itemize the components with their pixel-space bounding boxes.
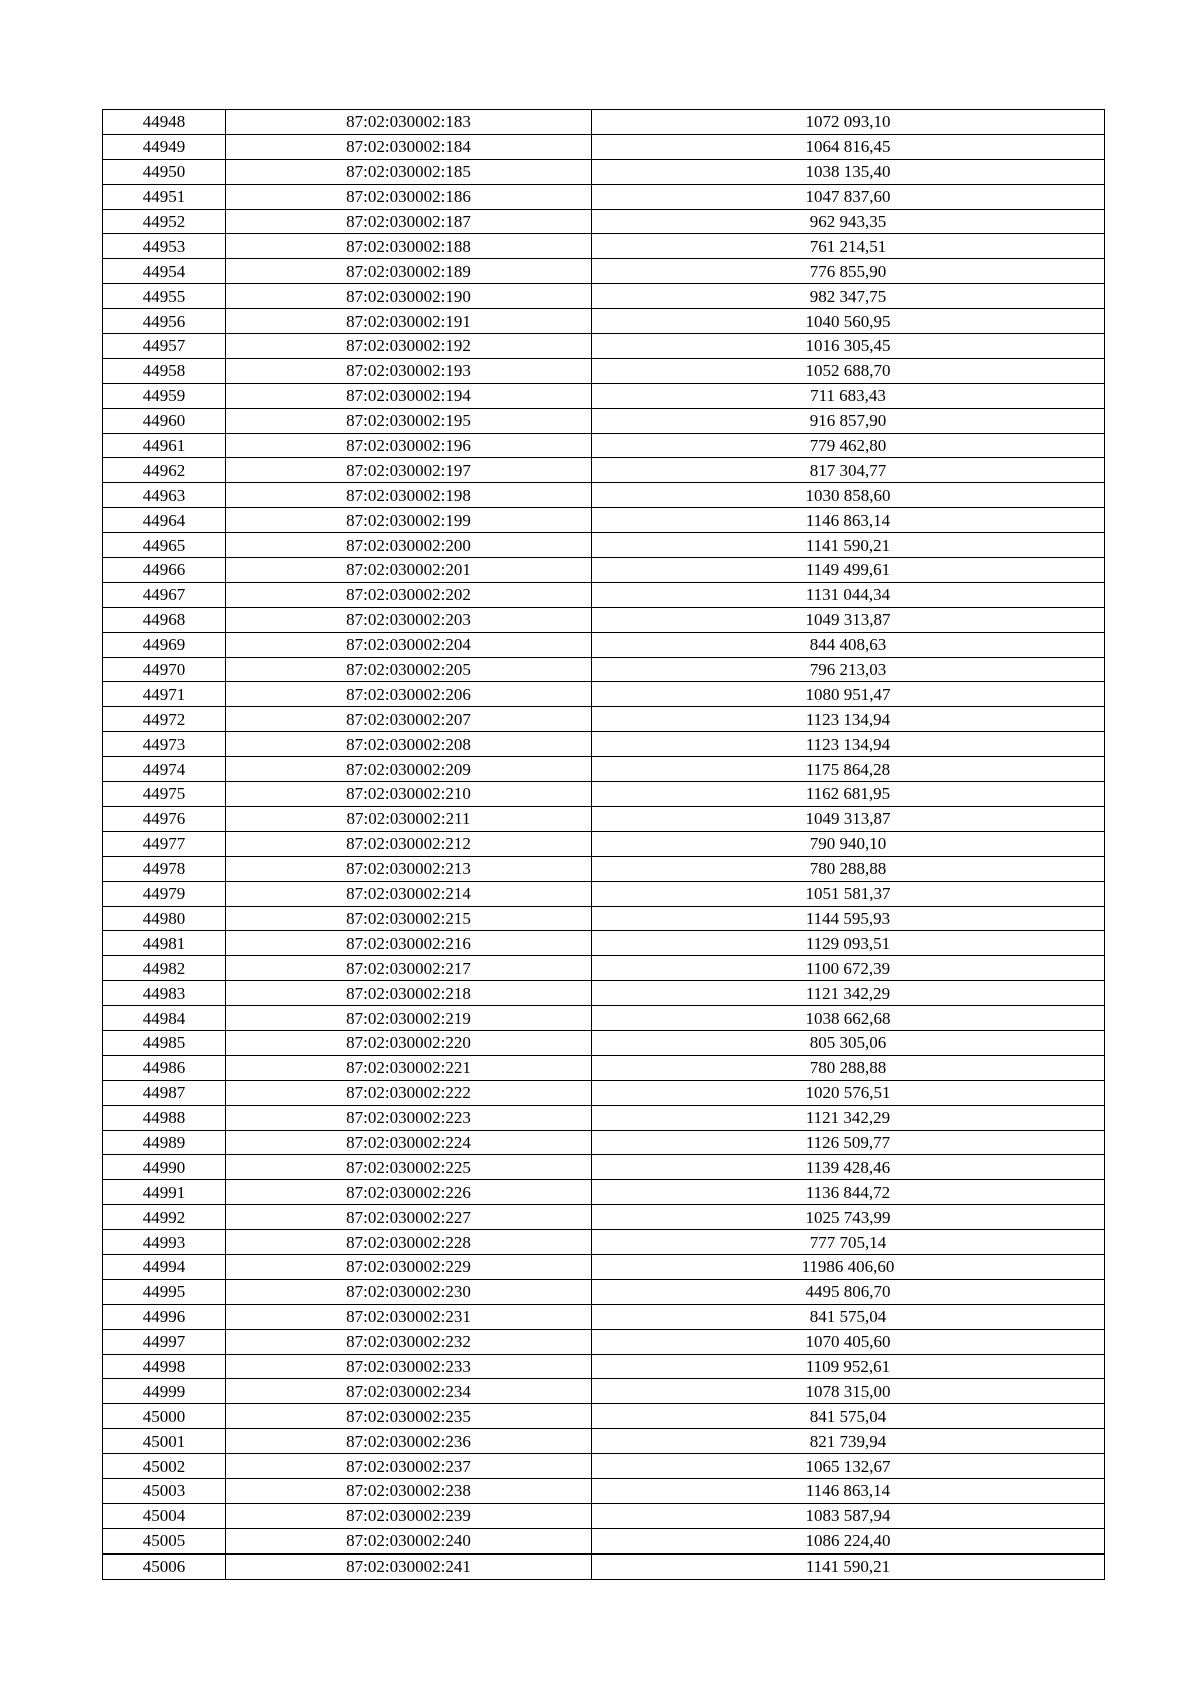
cadastral-value-cell: 761 214,51 [592,234,1105,259]
table-row [103,682,1105,707]
cadastral-value-cell: 1049 313,87 [592,806,1105,831]
cadastral-number-cell: 87:02:030002:188 [226,234,592,259]
table-row [103,383,1105,408]
cadastral-value-cell: 1146 863,14 [592,1478,1105,1503]
row-number-cell: 44965 [103,533,226,558]
table-row [103,483,1105,508]
row-number-cell: 44967 [103,582,226,607]
table-row [103,1429,1105,1454]
cadastral-number-cell: 87:02:030002:196 [226,433,592,458]
row-number-cell: 44952 [103,209,226,234]
row-number-cell: 44999 [103,1379,226,1404]
table-row [103,782,1105,807]
row-number-cell: 44949 [103,134,226,159]
table-row [103,1130,1105,1155]
cadastral-number-cell: 87:02:030002:241 [226,1554,592,1579]
cadastral-number-cell: 87:02:030002:207 [226,707,592,732]
table-row [103,433,1105,458]
table-row [103,1080,1105,1105]
cadastral-value-cell: 1016 305,45 [592,334,1105,359]
table-row [103,607,1105,632]
table-row [103,1105,1105,1130]
cadastral-number-cell: 87:02:030002:232 [226,1329,592,1354]
cadastral-number-cell: 87:02:030002:183 [226,110,592,135]
table-row [103,856,1105,881]
cadastral-number-cell: 87:02:030002:227 [226,1205,592,1230]
cadastral-value-cell: 1070 405,60 [592,1329,1105,1354]
row-number-cell: 44996 [103,1304,226,1329]
cadastral-value-cell: 1040 560,95 [592,309,1105,334]
cadastral-value-cell: 1175 864,28 [592,757,1105,782]
row-number-cell: 44984 [103,1006,226,1031]
cadastral-number-cell: 87:02:030002:218 [226,981,592,1006]
cadastral-value-cell: 1146 863,14 [592,508,1105,533]
cadastral-value-cell: 1139 428,46 [592,1155,1105,1180]
row-number-cell: 45003 [103,1478,226,1503]
cadastral-value-cell: 1162 681,95 [592,782,1105,807]
table-row [103,259,1105,284]
cadastral-number-cell: 87:02:030002:221 [226,1055,592,1080]
row-number-cell: 44969 [103,632,226,657]
cadastral-value-cell: 1038 662,68 [592,1006,1105,1031]
table-row [103,1454,1105,1479]
table-row [103,657,1105,682]
cadastral-value-cell: 1038 135,40 [592,159,1105,184]
cadastral-value-cell: 1020 576,51 [592,1080,1105,1105]
cadastral-value-cell: 777 705,14 [592,1230,1105,1255]
cadastral-number-cell: 87:02:030002:191 [226,309,592,334]
row-number-cell: 44977 [103,831,226,856]
row-number-cell: 44956 [103,309,226,334]
cadastral-number-cell: 87:02:030002:235 [226,1404,592,1429]
table-row [103,956,1105,981]
row-number-cell: 44954 [103,259,226,284]
row-number-cell: 44962 [103,458,226,483]
cadastral-value-cell: 1121 342,29 [592,1105,1105,1130]
cadastral-value-cell: 1123 134,94 [592,732,1105,757]
cadastral-value-cell: 1136 844,72 [592,1180,1105,1205]
cadastral-number-cell: 87:02:030002:224 [226,1130,592,1155]
cadastral-value-table [102,109,1105,1580]
cadastral-number-cell: 87:02:030002:204 [226,632,592,657]
cadastral-value-cell: 779 462,80 [592,433,1105,458]
row-number-cell: 44978 [103,856,226,881]
row-number-cell: 45001 [103,1429,226,1454]
cadastral-value-cell: 817 304,77 [592,458,1105,483]
table-row [103,582,1105,607]
cadastral-value-cell: 780 288,88 [592,856,1105,881]
row-number-cell: 44974 [103,757,226,782]
cadastral-number-cell: 87:02:030002:219 [226,1006,592,1031]
row-number-cell: 44979 [103,881,226,906]
table-row [103,1329,1105,1354]
table-row [103,732,1105,757]
row-number-cell: 44951 [103,184,226,209]
cadastral-value-cell: 1083 587,94 [592,1503,1105,1528]
cadastral-value-cell: 1025 743,99 [592,1205,1105,1230]
table-row [103,1404,1105,1429]
cadastral-number-cell: 87:02:030002:237 [226,1454,592,1479]
row-number-cell: 45000 [103,1404,226,1429]
cadastral-value-cell: 821 739,94 [592,1429,1105,1454]
row-number-cell: 44972 [103,707,226,732]
row-number-cell: 44958 [103,358,226,383]
cadastral-value-cell: 1080 951,47 [592,682,1105,707]
cadastral-value-cell: 1121 342,29 [592,981,1105,1006]
cadastral-number-cell: 87:02:030002:233 [226,1354,592,1379]
cadastral-number-cell: 87:02:030002:220 [226,1030,592,1055]
table-row [103,1478,1105,1503]
row-number-cell: 44983 [103,981,226,1006]
cadastral-value-cell: 1149 499,61 [592,558,1105,583]
table-row [103,1230,1105,1255]
row-number-cell: 44980 [103,906,226,931]
cadastral-number-cell: 87:02:030002:215 [226,906,592,931]
table-row [103,533,1105,558]
row-number-cell: 44989 [103,1130,226,1155]
cadastral-number-cell: 87:02:030002:199 [226,508,592,533]
row-number-cell: 44998 [103,1354,226,1379]
table-row [103,234,1105,259]
table-row [103,1006,1105,1031]
cadastral-value-cell: 1052 688,70 [592,358,1105,383]
table-row [103,184,1105,209]
row-number-cell: 44950 [103,159,226,184]
row-number-cell: 44997 [103,1329,226,1354]
row-number-cell: 44973 [103,732,226,757]
table-row [103,209,1105,234]
row-number-cell: 44988 [103,1105,226,1130]
row-number-cell: 44955 [103,284,226,309]
row-number-cell: 44992 [103,1205,226,1230]
table-row [103,134,1105,159]
cadastral-number-cell: 87:02:030002:211 [226,806,592,831]
table-row [103,334,1105,359]
cadastral-value-cell: 776 855,90 [592,259,1105,284]
cadastral-value-cell: 1065 132,67 [592,1454,1105,1479]
table-row [103,309,1105,334]
cadastral-number-cell: 87:02:030002:230 [226,1279,592,1304]
table-row [103,707,1105,732]
table-row [103,981,1105,1006]
table-row [103,1354,1105,1379]
table-row [103,159,1105,184]
cadastral-number-cell: 87:02:030002:240 [226,1528,592,1553]
table-row [103,358,1105,383]
row-number-cell: 45006 [103,1554,226,1579]
table-row [103,458,1105,483]
table-row [103,1304,1105,1329]
cadastral-number-cell: 87:02:030002:193 [226,358,592,383]
cadastral-value-cell: 11986 406,60 [592,1254,1105,1279]
table-row [103,1030,1105,1055]
table-row [103,1503,1105,1528]
cadastral-number-cell: 87:02:030002:185 [226,159,592,184]
cadastral-number-cell: 87:02:030002:214 [226,881,592,906]
cadastral-value-cell: 1141 590,21 [592,1554,1105,1579]
table-row [103,806,1105,831]
cadastral-value-cell: 1047 837,60 [592,184,1105,209]
cadastral-value-cell: 841 575,04 [592,1404,1105,1429]
row-number-cell: 44961 [103,433,226,458]
table-row [103,881,1105,906]
cadastral-number-cell: 87:02:030002:223 [226,1105,592,1130]
table-row [103,1155,1105,1180]
cadastral-number-cell: 87:02:030002:239 [226,1503,592,1528]
row-number-cell: 44959 [103,383,226,408]
cadastral-value-cell: 844 408,63 [592,632,1105,657]
cadastral-number-cell: 87:02:030002:186 [226,184,592,209]
cadastral-number-cell: 87:02:030002:209 [226,757,592,782]
cadastral-number-cell: 87:02:030002:229 [226,1254,592,1279]
cadastral-value-cell: 1100 672,39 [592,956,1105,981]
cadastral-value-cell: 1109 952,61 [592,1354,1105,1379]
cadastral-value-cell: 916 857,90 [592,408,1105,433]
cadastral-number-cell: 87:02:030002:202 [226,582,592,607]
cadastral-value-cell: 1126 509,77 [592,1130,1105,1155]
row-number-cell: 44986 [103,1055,226,1080]
cadastral-number-cell: 87:02:030002:189 [226,259,592,284]
cadastral-number-cell: 87:02:030002:194 [226,383,592,408]
row-number-cell: 44993 [103,1230,226,1255]
cadastral-number-cell: 87:02:030002:184 [226,134,592,159]
table-row [103,632,1105,657]
cadastral-value-cell: 1123 134,94 [592,707,1105,732]
row-number-cell: 45005 [103,1528,226,1553]
row-number-cell: 44966 [103,558,226,583]
cadastral-value-cell: 4495 806,70 [592,1279,1105,1304]
cadastral-value-cell: 962 943,35 [592,209,1105,234]
cadastral-value-cell: 796 213,03 [592,657,1105,682]
row-number-cell: 44964 [103,508,226,533]
cadastral-number-cell: 87:02:030002:226 [226,1180,592,1205]
cadastral-number-cell: 87:02:030002:217 [226,956,592,981]
cadastral-number-cell: 87:02:030002:238 [226,1478,592,1503]
row-number-cell: 44970 [103,657,226,682]
row-number-cell: 44948 [103,110,226,135]
cadastral-value-cell: 711 683,43 [592,383,1105,408]
table-row [103,1379,1105,1404]
row-number-cell: 44981 [103,931,226,956]
cadastral-value-cell: 805 305,06 [592,1030,1105,1055]
cadastral-value-cell: 1030 858,60 [592,483,1105,508]
cadastral-number-cell: 87:02:030002:203 [226,607,592,632]
table-row [103,558,1105,583]
cadastral-value-cell: 780 288,88 [592,1055,1105,1080]
table-row [103,1254,1105,1279]
table-row [103,931,1105,956]
cadastral-number-cell: 87:02:030002:195 [226,408,592,433]
cadastral-number-cell: 87:02:030002:210 [226,782,592,807]
cadastral-number-cell: 87:02:030002:208 [226,732,592,757]
row-number-cell: 44975 [103,782,226,807]
cadastral-number-cell: 87:02:030002:205 [226,657,592,682]
table-row [103,1554,1105,1579]
cadastral-value-cell: 790 940,10 [592,831,1105,856]
cadastral-value-cell: 1129 093,51 [592,931,1105,956]
row-number-cell: 44953 [103,234,226,259]
cadastral-number-cell: 87:02:030002:187 [226,209,592,234]
cadastral-number-cell: 87:02:030002:234 [226,1379,592,1404]
cadastral-value-cell: 1131 044,34 [592,582,1105,607]
cadastral-number-cell: 87:02:030002:206 [226,682,592,707]
row-number-cell: 45004 [103,1503,226,1528]
table-row [103,1055,1105,1080]
cadastral-number-cell: 87:02:030002:216 [226,931,592,956]
cadastral-number-cell: 87:02:030002:198 [226,483,592,508]
cadastral-value-cell: 1072 093,10 [592,110,1105,135]
cadastral-value-cell: 1144 595,93 [592,906,1105,931]
cadastral-value-cell: 1049 313,87 [592,607,1105,632]
table-row [103,757,1105,782]
cadastral-number-cell: 87:02:030002:190 [226,284,592,309]
table-row [103,1279,1105,1304]
table-row [103,110,1105,135]
cadastral-number-cell: 87:02:030002:201 [226,558,592,583]
row-number-cell: 44987 [103,1080,226,1105]
cadastral-number-cell: 87:02:030002:236 [226,1429,592,1454]
cadastral-number-cell: 87:02:030002:231 [226,1304,592,1329]
table-body [103,110,1105,1580]
cadastral-number-cell: 87:02:030002:222 [226,1080,592,1105]
row-number-cell: 44982 [103,956,226,981]
cadastral-value-cell: 1141 590,21 [592,533,1105,558]
cadastral-value-cell: 1078 315,00 [592,1379,1105,1404]
cadastral-number-cell: 87:02:030002:212 [226,831,592,856]
table-row [103,831,1105,856]
cadastral-number-cell: 87:02:030002:228 [226,1230,592,1255]
row-number-cell: 44976 [103,806,226,831]
cadastral-number-cell: 87:02:030002:213 [226,856,592,881]
table-row [103,408,1105,433]
cadastral-value-cell: 1051 581,37 [592,881,1105,906]
row-number-cell: 44971 [103,682,226,707]
table-row [103,1180,1105,1205]
row-number-cell: 44995 [103,1279,226,1304]
cadastral-number-cell: 87:02:030002:192 [226,334,592,359]
cadastral-value-cell: 1086 224,40 [592,1528,1105,1553]
row-number-cell: 45002 [103,1454,226,1479]
row-number-cell: 44985 [103,1030,226,1055]
row-number-cell: 44963 [103,483,226,508]
row-number-cell: 44990 [103,1155,226,1180]
table-row [103,1205,1105,1230]
cadastral-value-cell: 1064 816,45 [592,134,1105,159]
row-number-cell: 44968 [103,607,226,632]
cadastral-number-cell: 87:02:030002:197 [226,458,592,483]
cadastral-number-cell: 87:02:030002:200 [226,533,592,558]
cadastral-number-cell: 87:02:030002:225 [226,1155,592,1180]
table-row [103,284,1105,309]
row-number-cell: 44991 [103,1180,226,1205]
row-number-cell: 44957 [103,334,226,359]
table-row [103,906,1105,931]
row-number-cell: 44960 [103,408,226,433]
table-row [103,1528,1105,1553]
cadastral-value-cell: 841 575,04 [592,1304,1105,1329]
row-number-cell: 44994 [103,1254,226,1279]
cadastral-value-cell: 982 347,75 [592,284,1105,309]
table-row [103,508,1105,533]
